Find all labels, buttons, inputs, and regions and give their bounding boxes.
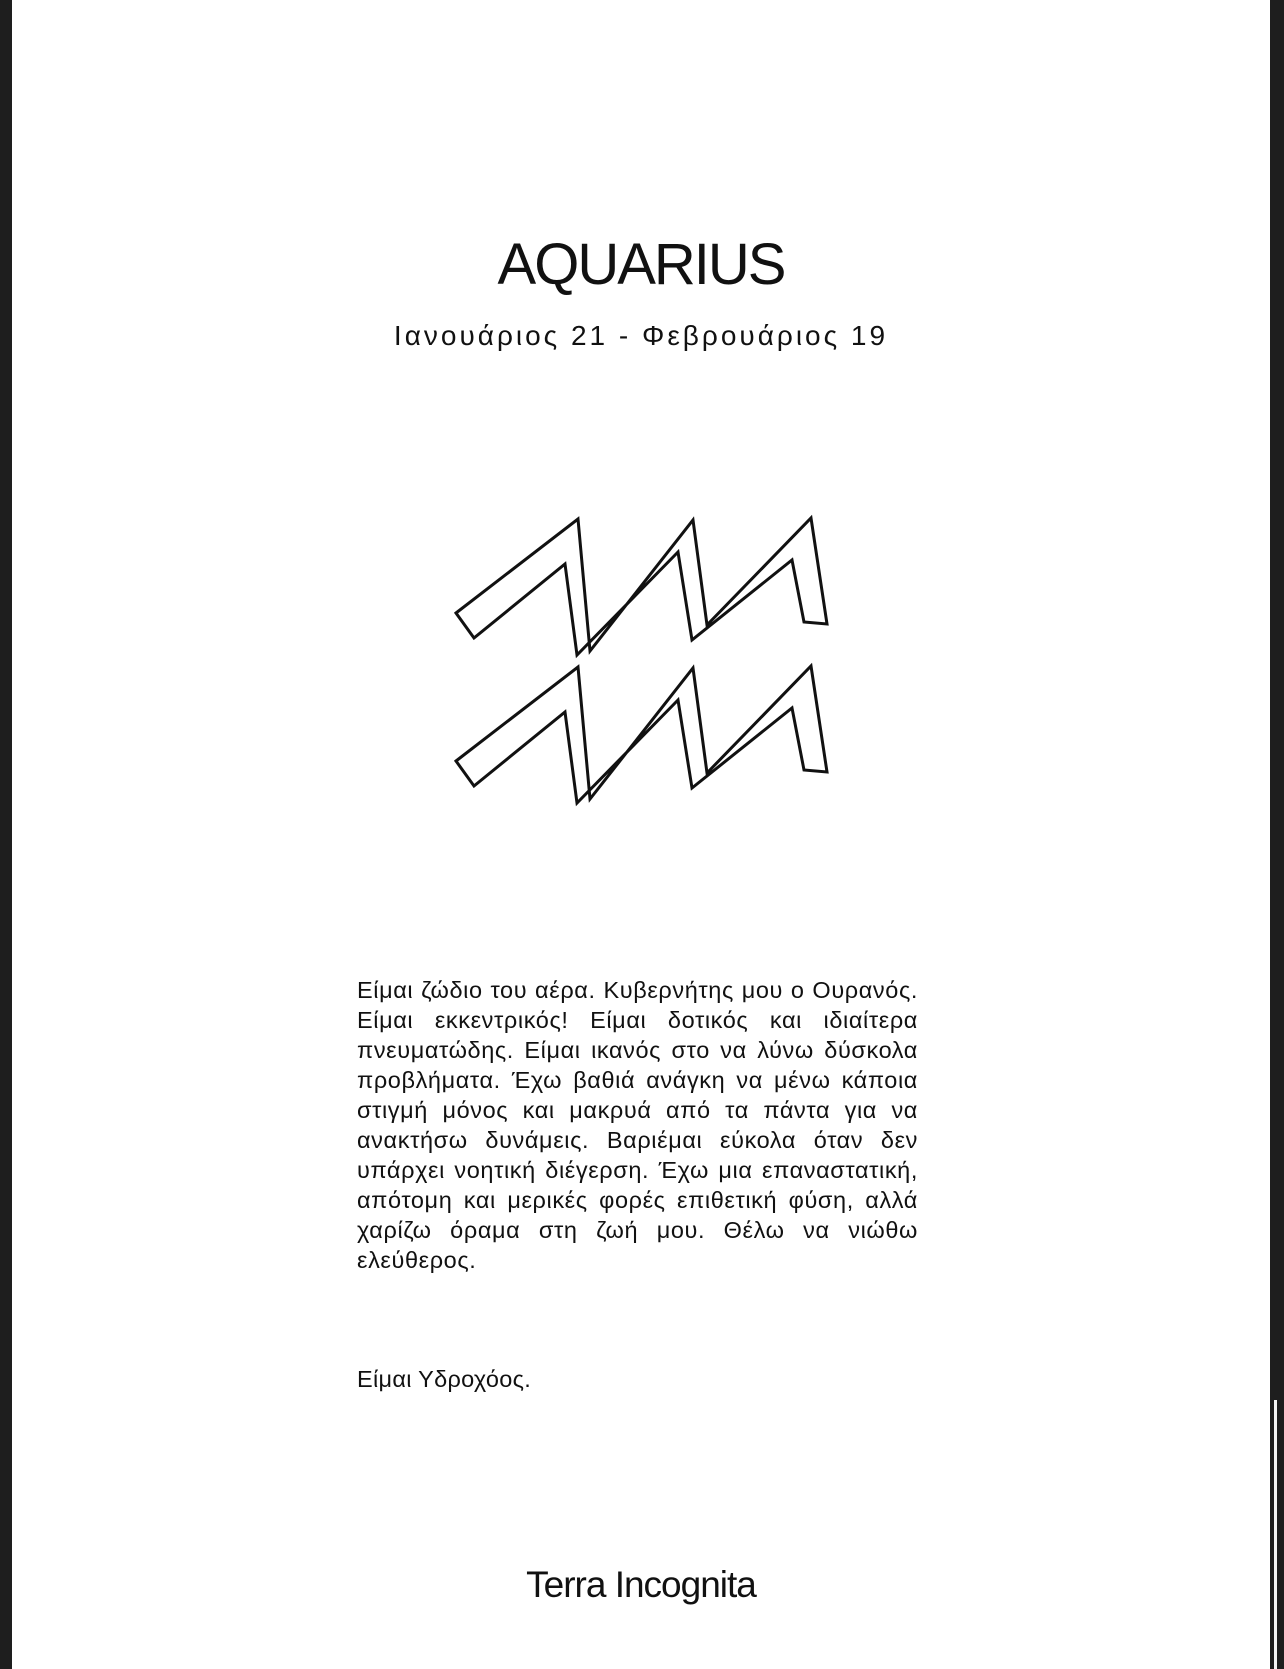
lower-wave-icon xyxy=(456,666,827,803)
adjacent-page-sliver xyxy=(1274,1400,1277,1669)
document-page xyxy=(12,0,1270,1669)
closing-line: Είμαι Υδροχόος. xyxy=(357,1366,532,1392)
right-edge-border xyxy=(1270,0,1284,1669)
page-title: AQUARIUS xyxy=(497,232,785,297)
upper-wave-icon xyxy=(456,518,827,655)
brand-logo: Terra Incognita xyxy=(526,1564,756,1605)
date-range: Ιανουάριος 21 - Φεβρουάριος 19 xyxy=(393,320,889,351)
description-paragraph: Είμαι ζώδιο του αέρα. Κυβερνήτης μου ο Ουρανός. Είμαι εκκεντρικός! Είμαι δοτικός και ιδιαίτερα πνευματώδης. Είμαι ικανός στο να λύνω δύσκολα προβλήματα. Έχω βαθιά ανάγκη να μένω κάποια στιγμή μόνος και μακρυά από τα πάντα για να ανακτήσω δυνάμεις. Βαριέμαι εύκολα όταν δεν υπάρχει νοητική διέγερση. Έχω μια επαναστατική, απότομη και μερικές φορές επιθετική φύση, αλλά χαρίζω όραμα στη ζωή μου. Θέλω να νιώθω ελεύθερος. xyxy=(357,977,918,1273)
